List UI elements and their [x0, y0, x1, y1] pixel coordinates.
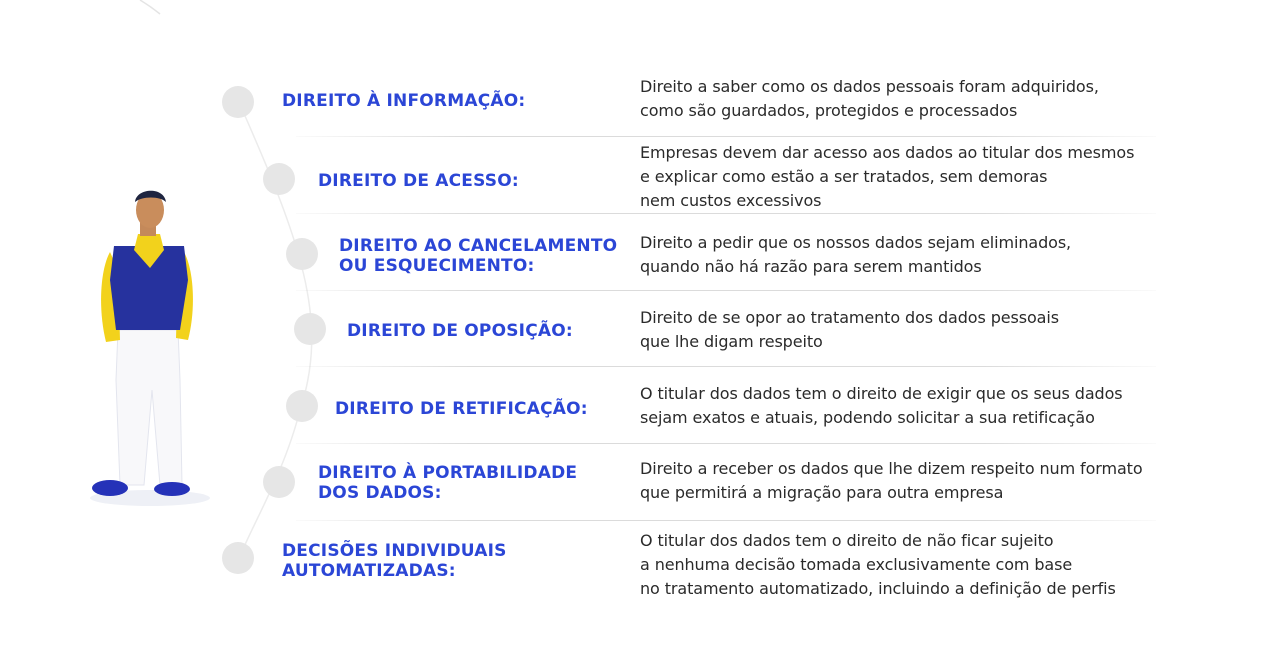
right-description-line: O titular dos dados tem o direito de exigir que os seus dados	[640, 384, 1123, 403]
right-description	[640, 141, 1134, 213]
timeline-dot	[286, 238, 318, 270]
right-description-line: quando não há razão para serem mantidos	[640, 257, 982, 276]
right-description	[640, 382, 1123, 430]
right-title	[347, 321, 573, 341]
right-description-line: Direito a pedir que os nossos dados sejam eliminados,	[640, 233, 1072, 252]
right-title	[318, 463, 577, 503]
person-figurine-image	[80, 180, 210, 510]
right-description-line: Empresas devem dar acesso aos dados ao titular dos mesmos	[640, 143, 1135, 162]
timeline-dot	[263, 163, 295, 195]
right-description	[640, 457, 1143, 505]
row-divider	[296, 443, 1156, 444]
row-divider	[296, 366, 1156, 367]
right-description-line: Direito a saber como os dados pessoais foram adquiridos,	[640, 77, 1099, 96]
right-title	[318, 171, 519, 191]
right-title	[282, 541, 507, 581]
right-title-line: DIREITO DE RETIFICAÇÃO:	[335, 399, 588, 419]
right-title-line: DIREITO À PORTABILIDADE	[318, 463, 578, 483]
right-description	[640, 306, 1059, 354]
right-title-line: DECISÕES INDIVIDUAIS	[282, 541, 507, 561]
right-description-line: e explicar como estão a ser tratados, sem demoras	[640, 167, 1048, 186]
timeline-dot	[222, 542, 254, 574]
right-description-line: como são guardados, protegidos e processados	[640, 101, 1018, 120]
right-title-line: DIREITO DE OPOSIÇÃO:	[347, 321, 573, 341]
right-title-line: DIREITO DE ACESSO:	[318, 171, 519, 191]
right-description-line: a nenhuma decisão tomada exclusivamente com base	[640, 555, 1073, 574]
right-title-line: DIREITO À INFORMAÇÃO:	[282, 91, 526, 111]
right-title-line: DIREITO AO CANCELAMENTO	[339, 236, 618, 256]
right-title	[335, 399, 588, 419]
right-description	[640, 231, 1071, 279]
right-title	[282, 91, 525, 111]
timeline-dot	[286, 390, 318, 422]
right-description-line: O titular dos dados tem o direito de não ficar sujeito	[640, 531, 1054, 550]
right-title-line: AUTOMATIZADAS:	[282, 561, 456, 581]
right-title	[339, 236, 617, 276]
right-description-line: nem custos excessivos	[640, 191, 822, 210]
right-description-line: no tratamento automatizado, incluindo a definição de perfis	[640, 579, 1116, 598]
row-divider	[296, 136, 1156, 137]
row-divider	[296, 520, 1156, 521]
right-title-line: DOS DADOS:	[318, 483, 442, 503]
timeline-dot	[294, 313, 326, 345]
right-description-line: que permitirá a migração para outra empresa	[640, 483, 1004, 502]
timeline-dot	[222, 86, 254, 118]
right-description	[640, 529, 1116, 601]
right-description-line: sejam exatos e atuais, podendo solicitar a sua retificação	[640, 408, 1095, 427]
row-divider	[296, 290, 1156, 291]
right-description-line: que lhe digam respeito	[640, 332, 823, 351]
right-description-line: Direito de se opor ao tratamento dos dados pessoais	[640, 308, 1059, 327]
row-divider	[296, 213, 1156, 214]
right-description-line: Direito a receber os dados que lhe dizem respeito num formato	[640, 459, 1143, 478]
right-title-line: OU ESQUECIMENTO:	[339, 256, 535, 276]
timeline-dot	[263, 466, 295, 498]
right-description	[640, 75, 1099, 123]
